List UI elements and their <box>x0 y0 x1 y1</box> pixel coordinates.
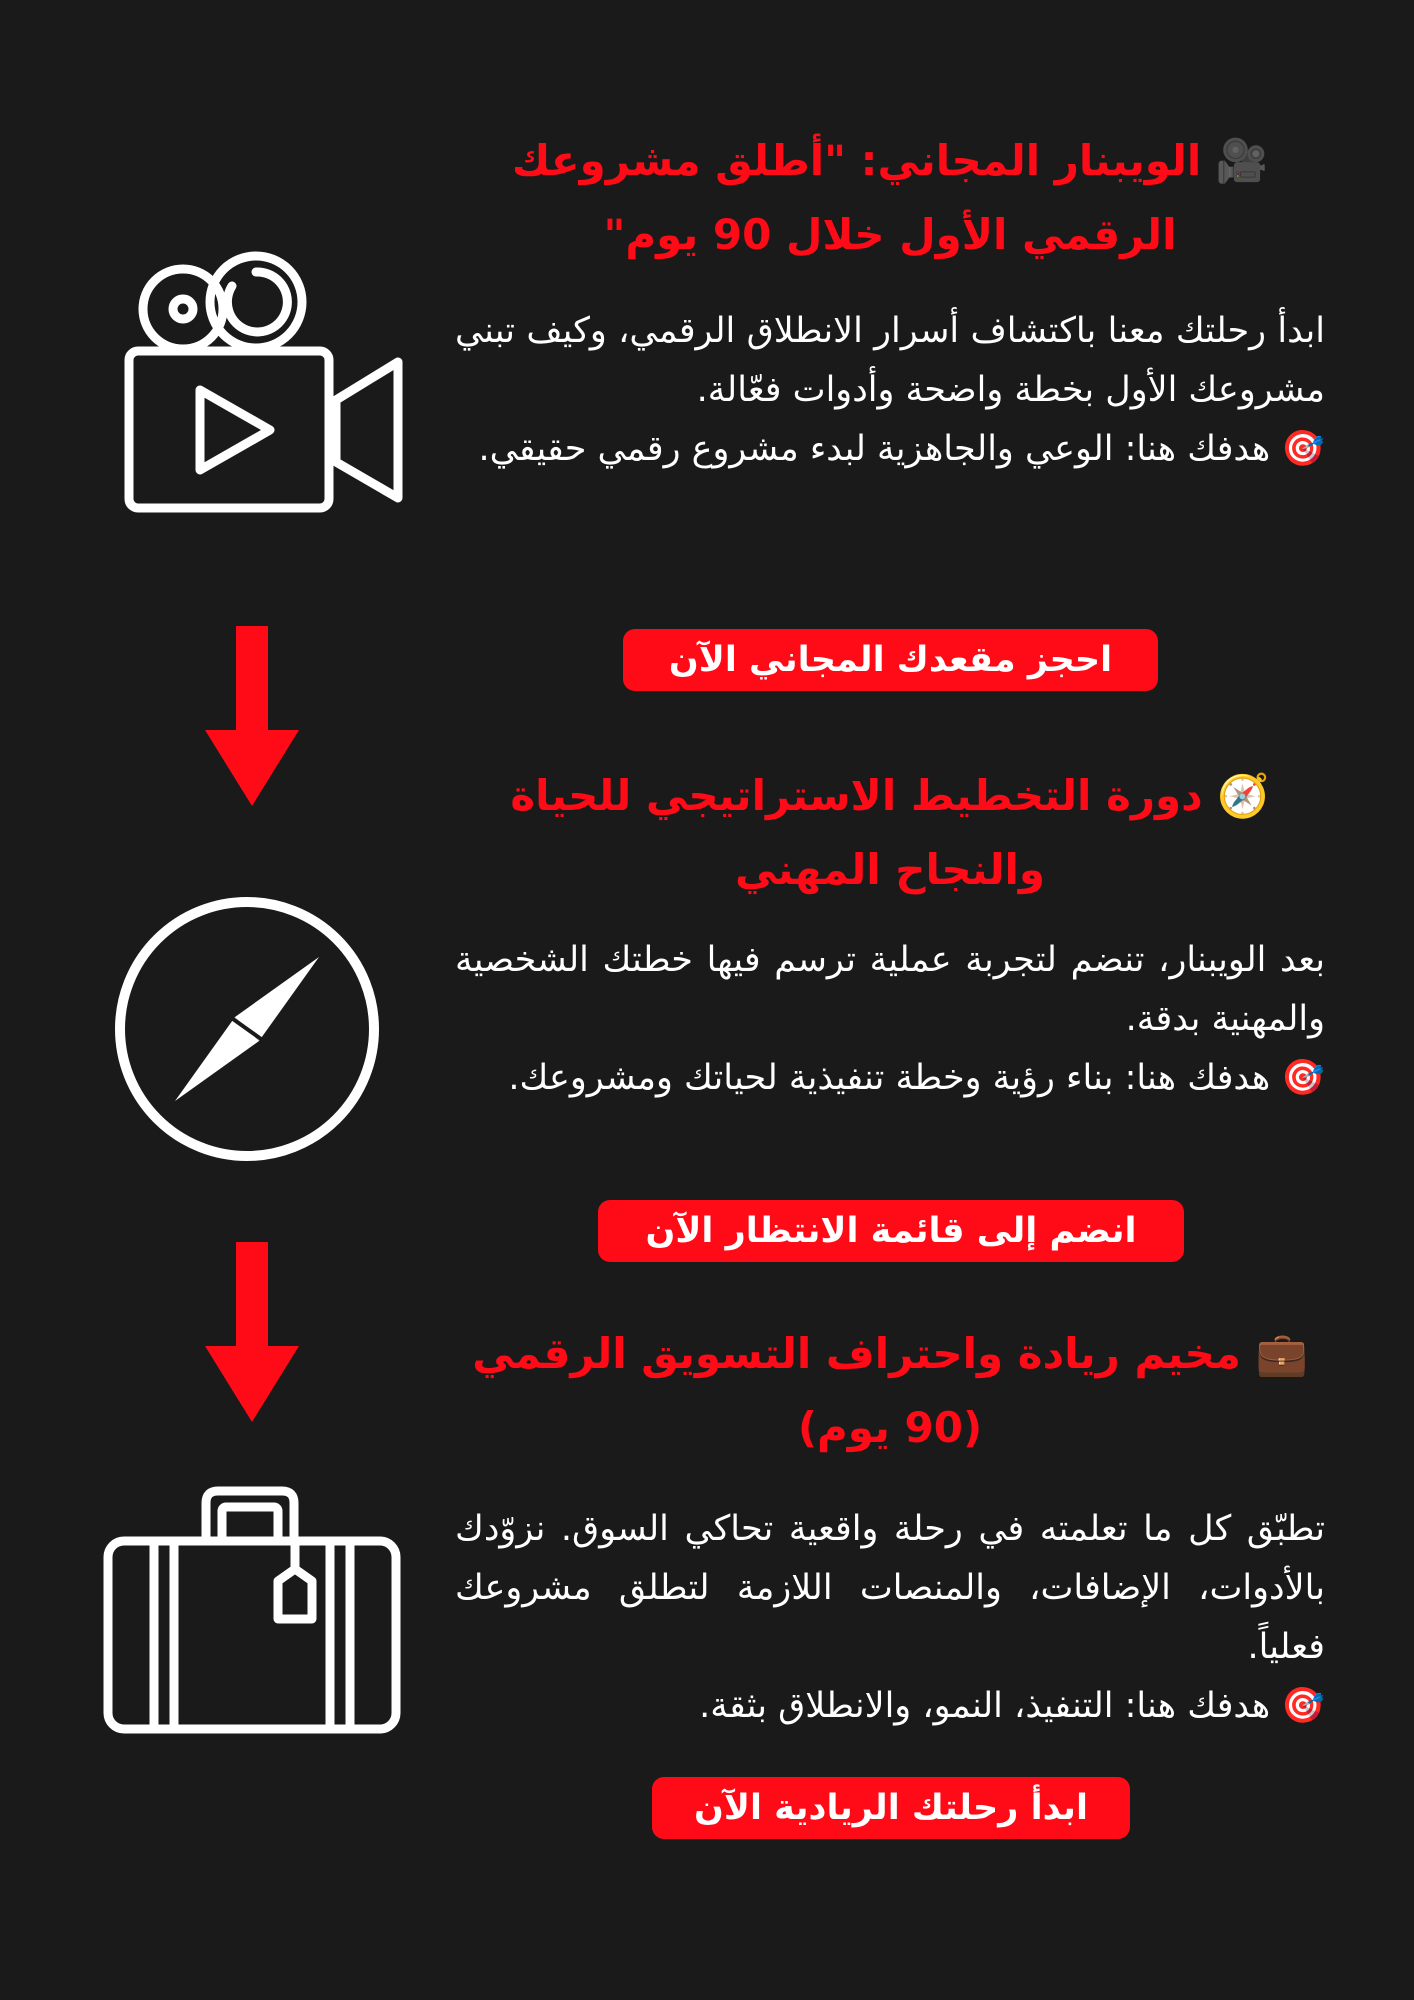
section-description: تطبّق كل ما تعلمته في رحلة واقعية تحاكي السوق. نزوّدك بالأدوات، الإضافات، والمنصات اللازمة لتطلق مشروعك فعلياً. <box>455 1509 1325 1667</box>
section-goal <box>455 1049 1325 1108</box>
section-body-planning-course <box>455 931 1325 1108</box>
section-title-text: مخيم ريادة واحتراف التسويق الرقمي (90 يوم) <box>472 1329 1241 1452</box>
briefcase-icon <box>102 1485 402 1735</box>
section-title-text: الويبنار المجاني: "أطلق مشروعك الرقمي الأول خلال 90 يوم" <box>511 136 1202 259</box>
reserve-free-seat-button[interactable]: احجز مقعدك المجاني الآن <box>623 629 1158 691</box>
start-entrepreneurial-journey-button[interactable]: ابدأ رحلتك الريادية الآن <box>652 1777 1130 1839</box>
compass-icon <box>113 895 381 1163</box>
section-description: ابدأ رحلتك معنا باكتشاف أسرار الانطلاق الرقمي، وكيف تبني مشروعك الأول بخطة واضحة وأدوات فعّالة. <box>455 311 1325 410</box>
section-title-planning-course <box>455 759 1325 907</box>
video-camera-icon <box>120 250 410 520</box>
section-goal <box>455 1677 1325 1736</box>
join-waitlist-button[interactable]: انضم إلى قائمة الانتظار الآن <box>598 1200 1184 1262</box>
section-goal-text: هدفك هنا: بناء رؤية وخطة تنفيذية لحياتك ومشروعك. <box>508 1058 1271 1098</box>
section-body-webinar <box>455 302 1325 479</box>
down-arrow-icon <box>205 626 299 810</box>
compass-icon: 🧭 <box>1217 771 1270 820</box>
section-goal-text: هدفك هنا: الوعي والجاهزية لبدء مشروع رقمي حقيقي. <box>478 429 1271 469</box>
section-title-bootcamp <box>455 1317 1325 1465</box>
target-icon: 🎯 <box>1281 1058 1325 1098</box>
section-body-bootcamp <box>455 1500 1325 1736</box>
section-title-webinar <box>455 124 1325 272</box>
briefcase-icon: 💼 <box>1255 1329 1308 1378</box>
section-title-text: دورة التخطيط الاستراتيجي للحياة والنجاح المهني <box>510 771 1203 894</box>
video-camera-icon: 🎥 <box>1215 136 1269 185</box>
section-goal <box>455 420 1325 479</box>
section-description: بعد الويبنار، تنضم لتجربة عملية ترسم فيها خطتك الشخصية والمهنية بدقة. <box>455 940 1325 1039</box>
target-icon: 🎯 <box>1281 429 1325 469</box>
section-goal-text: هدفك هنا: التنفيذ، النمو، والانطلاق بثقة. <box>699 1686 1271 1726</box>
target-icon: 🎯 <box>1281 1686 1325 1726</box>
down-arrow-icon <box>205 1242 299 1426</box>
